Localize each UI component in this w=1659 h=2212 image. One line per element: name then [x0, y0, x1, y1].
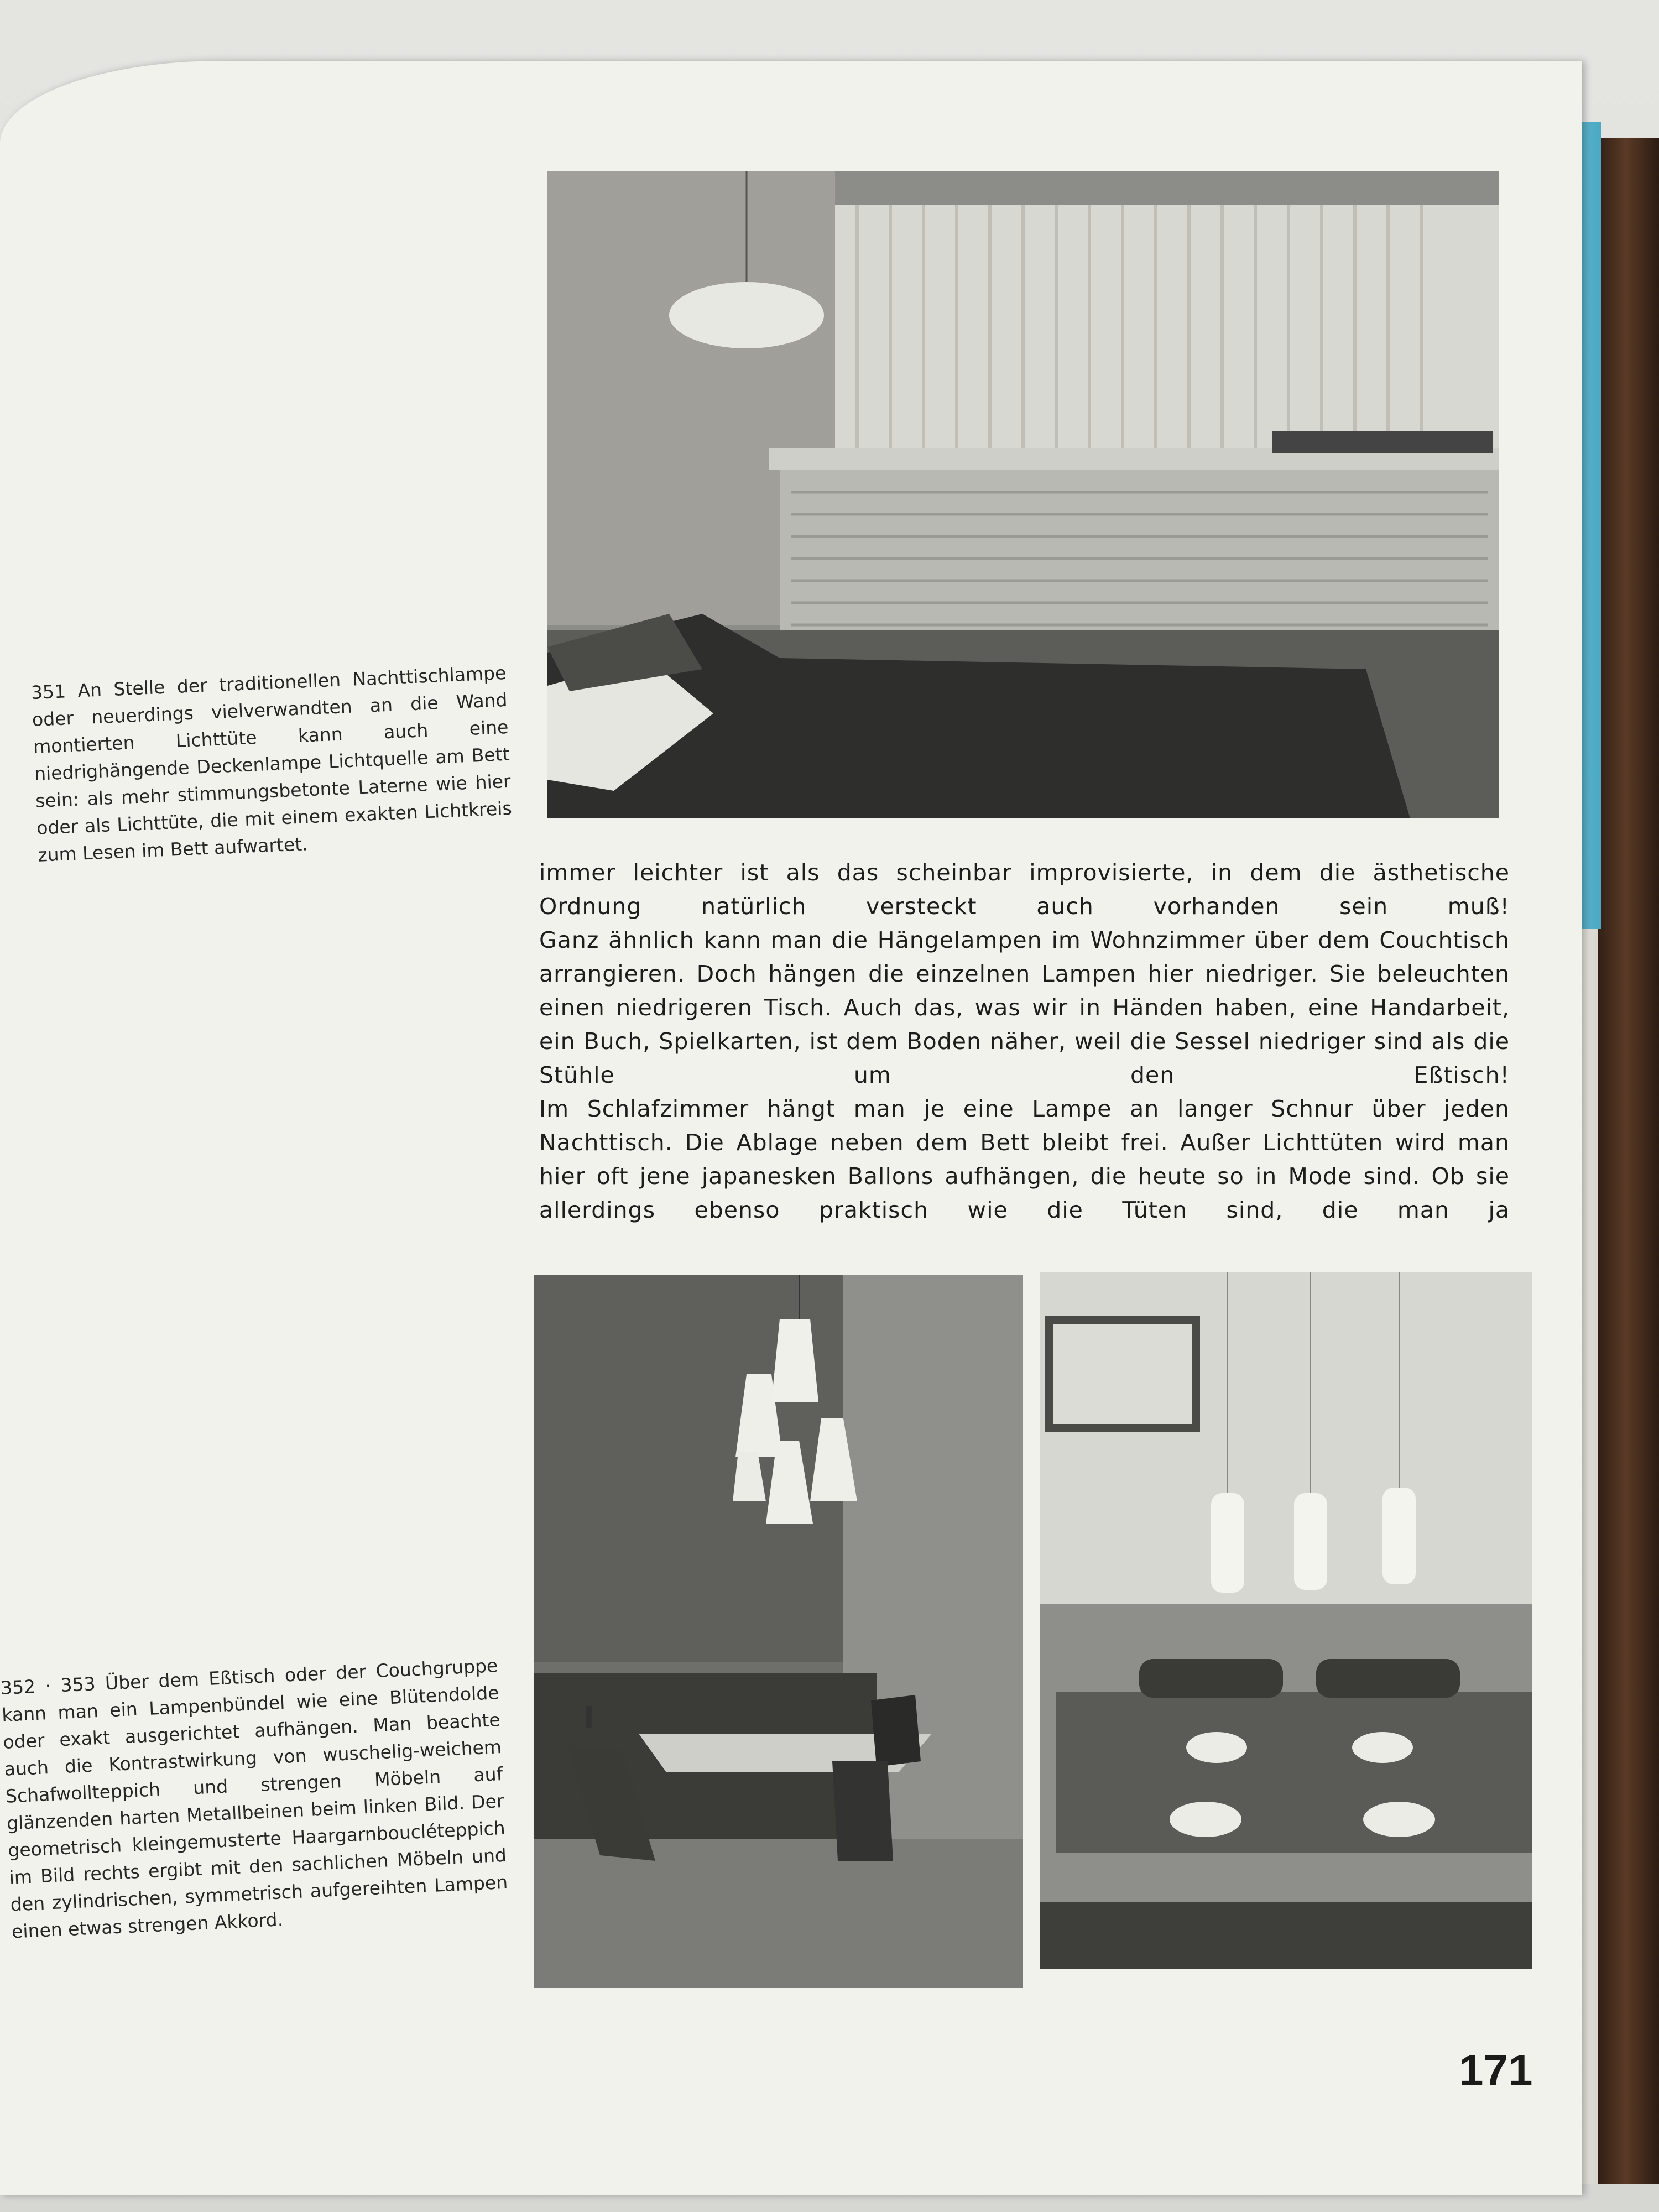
photo-bedroom-lamp: [547, 171, 1499, 818]
page-number: 171: [1459, 2046, 1533, 2095]
caption-351: 351 An Stelle der traditionellen Nachttischlampe oder neuerdings vielverwandten an die Wand montierten Lichttüte kann auch eine niedrighängende Deckenlampe Lichtquelle am Bett sein: als mehr stimmungsbetonte Laterne wie hier oder als Lichttüte, die mit einem exakten Lichtkreis zum Lesen im Bett aufwartet.: [30, 661, 513, 866]
photo-dining-lamp-bundle: [534, 1275, 1023, 1988]
adjacent-book-edge: [1593, 138, 1659, 2184]
body-paragraph-2: Ganz ähnlich kann man die Hängelampen im Wohnzimmer über dem Couchtisch arrangieren. Doch hängen die einzelnen Lampen hier niedriger. Sie beleuchten einen niedrigeren Tisch. Auch das, was wir in Händen haben, eine Handarbeit, ein Buch, Spielkarten, ist dem Boden näher, weil die Sessel niedriger sind als die Stühle um den Eßtisch!: [539, 927, 1510, 1088]
body-paragraph-3: Im Schlafzimmer hängt man je eine Lampe an langer Schnur über jeden Nachttisch. Die Ablage neben dem Bett bleibt frei. Außer Lichttüten wird man hier oft jene japanesken Ballons aufhängen, die heute so in Mode sind. Ob sie allerdings ebenso praktisch wie die Tüten sind, die man ja: [539, 1095, 1510, 1223]
book-page: [0, 61, 1582, 2195]
body-paragraph-1: immer leichter ist als das scheinbar improvisierte, in dem die ästhetische Ordnung natürlich versteckt auch vorhanden sein muß!: [539, 859, 1510, 920]
caption-352-353: 352 · 353 Über dem Eßtisch oder der Couchgruppe kann man ein Lampenbündel wie eine Blütendolde oder exakt ausgerichtet aufhängen. Man beachte auch die Kontrastwirkung von wuschelig-weichem Schafwollteppich und strengen Möbeln auf glänzenden harten Metallbeinen beim linken Bild. Der geometrisch kleingemusterte Haargarnboucléteppich im Bild rechts ergibt mit den sachlichen Möbeln und den zylindrischen, symmetrisch aufgereihten Lampen einen etwas strengen Akkord.: [0, 1655, 508, 1943]
body-text: [539, 856, 1510, 1227]
photo-dining-cylinder-lamps: [1040, 1272, 1532, 1969]
